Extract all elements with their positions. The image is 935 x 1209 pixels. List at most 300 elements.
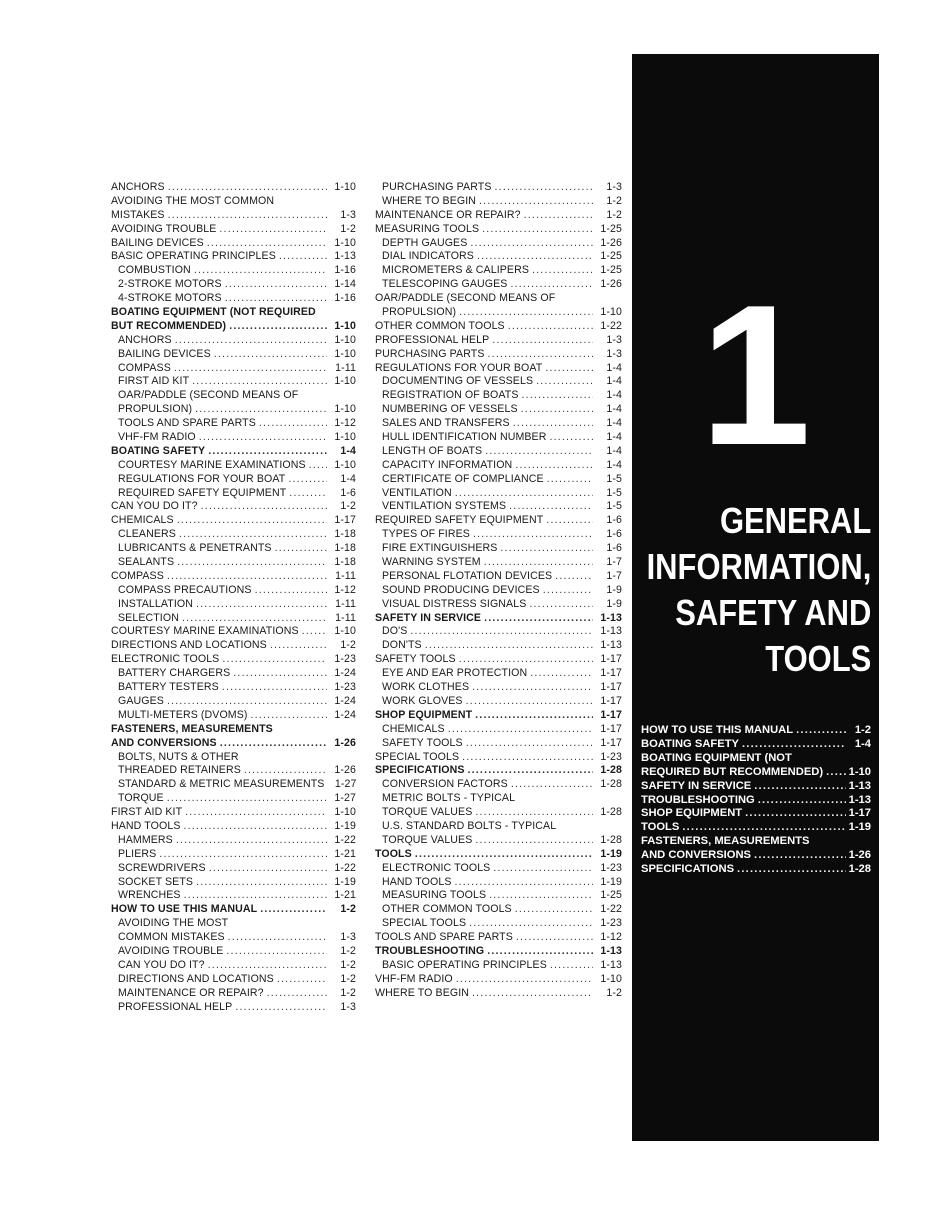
leader-dots	[513, 417, 593, 431]
leader-dots	[515, 903, 593, 917]
index-entry-label: COMPASS	[118, 361, 171, 374]
leader-dots	[267, 987, 327, 1001]
index-entry-label: OTHER COMMON TOOLS	[375, 319, 505, 332]
index-entry	[375, 306, 622, 320]
index-entry-page: 1-22	[600, 319, 622, 332]
index-entry-label: HOW TO USE THIS MANUAL	[641, 724, 794, 737]
index-entry-page: 1-24	[334, 708, 356, 721]
index-entry-label: LENGTH OF BOATS	[382, 444, 483, 457]
index-entry-page: 1-4	[606, 403, 622, 416]
index-entry-label: BOATING SAFETY	[641, 737, 739, 750]
index-entry-label: PROFESSIONAL HELP	[118, 1000, 233, 1013]
index-entry-label: SEALANTS	[118, 556, 175, 569]
index-entry-page: 1-24	[334, 694, 356, 707]
index-entry-page: 1-28	[600, 764, 622, 777]
index-entry	[375, 917, 622, 931]
leader-dots	[475, 806, 593, 820]
index-entry-page: 1-10	[334, 625, 356, 638]
index-entry-label: BASIC OPERATING PRINCIPLES	[111, 250, 276, 263]
index-entry-page: 1-3	[340, 1000, 356, 1013]
index-entry-page: 1-4	[340, 472, 356, 485]
leader-dots	[547, 473, 593, 487]
index-entry-page: 1-7	[606, 569, 622, 582]
index-entry-label: DEPTH GAUGES	[382, 236, 468, 249]
index-entry	[111, 626, 356, 640]
leader-dots	[251, 709, 327, 723]
leader-dots	[487, 945, 593, 959]
index-entry	[111, 389, 356, 403]
index-entry	[111, 737, 356, 751]
index-entry-label: TORQUE VALUES	[382, 806, 473, 819]
index-entry-page: 1-3	[606, 180, 622, 193]
index-entry-page: 1-28	[600, 833, 622, 846]
index-entry-page: 1-13	[600, 625, 622, 638]
leader-dots	[495, 181, 593, 195]
index-entry	[111, 695, 356, 709]
index-entry-label: MULTI-METERS (DVOMS)	[118, 708, 248, 721]
index-entry	[375, 820, 622, 834]
index-entry-label: CAPACITY INFORMATION	[382, 458, 513, 471]
index-entry	[111, 903, 356, 917]
index-entry	[111, 820, 356, 834]
index-entry	[375, 931, 622, 945]
leader-dots	[459, 653, 593, 667]
index-entry-page: 1-2	[606, 986, 622, 999]
index-entry-label: PURCHASING PARTS	[382, 180, 492, 193]
index-column-right	[375, 181, 622, 1001]
leader-dots	[472, 681, 593, 695]
leader-dots	[184, 889, 327, 903]
leader-dots	[521, 403, 593, 417]
leader-dots	[415, 848, 593, 862]
index-entry-label: VISUAL DISTRESS SIGNALS	[382, 597, 527, 610]
index-entry-page: 1-23	[334, 681, 356, 694]
leader-dots	[194, 264, 327, 278]
index-entry-label: COURTESY MARINE EXAMINATIONS	[111, 625, 299, 638]
index-entry-label: WORK CLOTHES	[382, 681, 470, 694]
index-entry-page: 1-22	[334, 861, 356, 874]
index-entry-label: AVOIDING TROUBLE	[118, 944, 224, 957]
index-entry-label: BASIC OPERATING PRINCIPLES	[382, 958, 547, 971]
index-entry-page: 1-3	[606, 333, 622, 346]
index-entry	[375, 862, 622, 876]
leader-dots	[484, 612, 593, 626]
index-entry-label: AND CONVERSIONS	[111, 736, 217, 749]
index-entry-label: REGULATIONS FOR YOUR BOAT	[375, 361, 543, 374]
leader-dots	[469, 917, 593, 931]
index-entry	[111, 556, 356, 570]
index-entry-page: 1-6	[606, 542, 622, 555]
index-entry	[375, 473, 622, 487]
index-entry-page: 1-19	[600, 847, 622, 860]
index-entry-label: WHERE TO BEGIN	[375, 986, 470, 999]
index-entry-page: 1-26	[334, 736, 356, 749]
index-entry-page: 1-28	[600, 778, 622, 791]
leader-dots	[510, 278, 593, 292]
index-entry	[375, 403, 622, 417]
index-entry-page: 1-5	[606, 486, 622, 499]
leader-dots	[260, 903, 327, 917]
index-entry	[375, 584, 622, 598]
leader-dots	[182, 612, 327, 626]
index-entry-label: PERSONAL FLOTATION DEVICES	[382, 569, 553, 582]
leader-dots	[226, 945, 327, 959]
leader-dots	[493, 862, 593, 876]
index-entry-label: MAINTENANCE OR REPAIR?	[375, 208, 521, 221]
leader-dots	[410, 625, 593, 639]
index-entry-page: 1-24	[334, 667, 356, 680]
index-column-left	[111, 181, 356, 1014]
index-entry-label: DON'TS	[382, 639, 422, 652]
index-entry-label: REQUIRED SAFETY EQUIPMENT	[118, 486, 287, 499]
index-entry	[375, 598, 622, 612]
index-entry	[375, 667, 622, 681]
index-entry	[111, 292, 356, 306]
leader-dots	[184, 820, 328, 834]
leader-dots	[477, 250, 593, 264]
leader-dots	[545, 362, 593, 376]
index-entry-page: 1-19	[334, 875, 356, 888]
leader-dots	[167, 792, 327, 806]
index-entry-page: 1-4	[606, 444, 622, 457]
index-entry	[111, 848, 356, 862]
index-entry	[375, 389, 622, 403]
index-entry	[375, 709, 622, 723]
leader-dots	[208, 959, 327, 973]
index-entry-label: SHOP EQUIPMENT	[641, 807, 743, 820]
index-entry-page: 1-10	[334, 431, 356, 444]
leader-dots	[475, 709, 593, 723]
index-entry-label: TORQUE	[118, 792, 164, 805]
index-entry-label: PROPULSION)	[118, 403, 193, 416]
index-entry-page: 1-3	[340, 208, 356, 221]
leader-dots	[168, 181, 327, 195]
leader-dots	[277, 973, 327, 987]
leader-dots	[279, 250, 327, 264]
index-entry	[111, 334, 356, 348]
index-entry-label: ELECTRONIC TOOLS	[111, 653, 220, 666]
index-entry	[375, 903, 622, 917]
index-entry	[111, 264, 356, 278]
index-entry-label: NUMBERING OF VESSELS	[382, 403, 518, 416]
index-entry-label: SAFETY TOOLS	[382, 736, 463, 749]
index-entry	[111, 723, 356, 737]
leader-dots	[229, 320, 327, 334]
index-entry-page: 1-22	[600, 903, 622, 916]
leader-dots	[177, 556, 327, 570]
index-entry-label: CONVERSION FACTORS	[382, 778, 508, 791]
index-entry-page: 1-16	[334, 292, 356, 305]
leader-dots	[207, 237, 327, 251]
leader-dots	[192, 375, 327, 389]
leader-dots	[225, 278, 327, 292]
index-entry-label: WORK GLOVES	[382, 694, 463, 707]
index-entry-page: 1-26	[334, 764, 356, 777]
index-entry-page: 1-9	[606, 597, 622, 610]
index-entry-page: 1-4	[606, 361, 622, 374]
index-entry	[375, 556, 622, 570]
index-entry-label: MICROMETERS & CALIPERS	[382, 264, 530, 277]
leader-dots	[473, 528, 593, 542]
index-entry-label: TROUBLESHOOTING	[375, 944, 485, 957]
index-entry-page: 1-11	[335, 597, 356, 610]
leader-dots	[466, 695, 593, 709]
index-entry-label: THREADED RETAINERS	[118, 764, 241, 777]
index-entry-label: CAN YOU DO IT?	[118, 958, 205, 971]
index-entry-page: 1-5	[606, 472, 622, 485]
leader-dots	[309, 459, 327, 473]
index-entry-label: MEASURING TOOLS	[382, 889, 487, 902]
index-entry-page: 1-21	[334, 847, 356, 860]
leader-dots	[511, 778, 593, 792]
index-entry-page: 1-4	[606, 431, 622, 444]
index-entry-label: VHF-FM RADIO	[375, 972, 453, 985]
index-entry-page: 1-25	[600, 889, 622, 902]
index-entry-label: BOATING EQUIPMENT (NOT REQUIRED	[111, 306, 316, 318]
index-entry	[111, 598, 356, 612]
leader-dots	[529, 598, 593, 612]
index-entry-page: 1-3	[606, 347, 622, 360]
index-entry-label: SHOP EQUIPMENT	[375, 708, 473, 721]
index-entry-label: REQUIRED SAFETY EQUIPMENT	[375, 514, 544, 527]
leader-dots	[222, 653, 327, 667]
leader-dots	[530, 667, 593, 681]
index-entry-page: 1-12	[334, 417, 356, 430]
index-entry-page: 1-19	[334, 819, 356, 832]
leader-dots	[270, 639, 327, 653]
index-entry-page: 1-2	[606, 208, 622, 221]
index-entry-label: BUT RECOMMENDED)	[111, 319, 227, 332]
index-entry-label: TOOLS	[375, 847, 412, 860]
index-entry-page: 1-5	[606, 500, 622, 513]
leader-dots	[455, 876, 594, 890]
index-entry-label: STANDARD & METRIC MEASUREMENTS	[118, 778, 325, 791]
index-entry-label: PLIERS	[118, 847, 157, 860]
index-entry-page: 1-10	[334, 403, 356, 416]
index-entry-page: 1-26	[848, 849, 871, 862]
leader-dots	[475, 834, 593, 848]
leader-dots	[167, 570, 327, 584]
leader-dots	[488, 348, 593, 362]
leader-dots	[289, 487, 327, 501]
index-entry-page: 1-17	[334, 514, 356, 527]
index-entry	[375, 876, 622, 890]
index-entry-page: 1-2	[340, 972, 356, 985]
chapter-title-line: GENERAL	[719, 500, 871, 541]
index-entry	[111, 362, 356, 376]
index-entry-label: TELESCOPING GAUGES	[382, 278, 508, 291]
index-entry-page: 1-10	[334, 180, 356, 193]
index-entry-label: SELECTION	[118, 611, 179, 624]
leader-dots	[492, 334, 593, 348]
index-entry	[111, 792, 356, 806]
index-entry	[375, 237, 622, 251]
index-entry-label: SAFETY IN SERVICE	[375, 611, 482, 624]
leader-dots	[196, 876, 327, 890]
index-entry-page: 1-10	[334, 375, 356, 388]
leader-dots	[168, 209, 327, 223]
leader-dots	[174, 362, 327, 376]
index-entry	[111, 876, 356, 890]
leader-dots	[489, 889, 593, 903]
index-entry-label: FASTENERS, MEASUREMENTS	[641, 835, 810, 848]
index-entry-page: 1-21	[334, 889, 356, 902]
index-entry	[375, 292, 622, 306]
index-entry	[375, 792, 622, 806]
index-entry	[111, 1001, 356, 1015]
index-entry-label: HOW TO USE THIS MANUAL	[111, 903, 258, 916]
index-entry-page: 1-17	[600, 681, 622, 694]
index-entry-label: COMBUSTION	[118, 264, 191, 277]
index-entry	[111, 959, 356, 973]
index-entry	[375, 959, 622, 973]
index-entry-label: VENTILATION SYSTEMS	[382, 500, 507, 513]
leader-dots	[448, 723, 593, 737]
leader-dots	[175, 334, 327, 348]
index-entry	[375, 848, 622, 862]
leader-dots	[201, 500, 327, 514]
leader-dots	[462, 751, 593, 765]
index-entry	[375, 542, 622, 556]
leader-dots	[466, 737, 593, 751]
leader-dots	[479, 195, 593, 209]
index-entry	[375, 362, 622, 376]
index-entry-page: 1-27	[334, 778, 357, 791]
index-entry-page: 1-13	[600, 958, 622, 971]
index-entry-page: 1-10	[334, 806, 356, 819]
index-entry-page: 1-10	[848, 765, 871, 778]
leader-dots	[555, 570, 593, 584]
index-entry	[375, 681, 622, 695]
index-entry-label: U.S. STANDARD BOLTS - TYPICAL	[382, 819, 557, 832]
leader-dots	[515, 459, 593, 473]
index-entry	[111, 806, 356, 820]
leader-dots	[179, 528, 327, 542]
index-entry-page: 1-10	[334, 319, 356, 332]
index-entry-label: HAND TOOLS	[111, 819, 181, 832]
index-entry	[375, 695, 622, 709]
index-entry	[111, 987, 356, 1001]
index-entry	[111, 181, 356, 195]
index-entry-page: 1-2	[340, 986, 356, 999]
leader-dots	[222, 681, 327, 695]
index-entry-page: 1-26	[600, 278, 622, 291]
index-entry-page: 1-10	[334, 333, 356, 346]
leader-dots	[220, 737, 327, 751]
index-entry-page: 1-10	[600, 306, 622, 318]
leader-dots	[195, 403, 327, 417]
chapter-number: 1	[699, 264, 812, 487]
index-entry	[111, 375, 356, 389]
leader-dots	[482, 223, 593, 237]
index-entry	[375, 945, 622, 959]
index-entry-label: CERTIFICATE OF COMPLIANCE	[382, 472, 544, 485]
index-entry	[111, 917, 356, 931]
index-entry-label: METRIC BOLTS - TYPICAL	[382, 792, 516, 805]
index-entry	[111, 639, 356, 653]
index-entry-page: 1-12	[334, 583, 356, 596]
index-entry-page: 1-19	[600, 875, 622, 888]
index-entry-label: REGULATIONS FOR YOUR BOAT	[118, 472, 286, 485]
index-entry-label: SOUND PRODUCING DEVICES	[382, 583, 540, 596]
index-entry	[111, 973, 356, 987]
leader-dots	[199, 431, 327, 445]
index-entry	[111, 306, 356, 320]
leader-dots	[196, 598, 327, 612]
index-entry-label: TORQUE VALUES	[382, 833, 473, 846]
leader-dots	[302, 625, 327, 639]
index-entry-label: REGISTRATION OF BOATS	[382, 389, 519, 402]
index-entry	[375, 570, 622, 584]
leader-dots	[536, 375, 593, 389]
index-entry	[375, 487, 622, 501]
index-entry	[375, 764, 622, 778]
leader-dots	[532, 264, 593, 278]
index-entry	[111, 834, 356, 848]
index-entry-page: 1-4	[340, 444, 356, 457]
index-entry	[375, 417, 622, 431]
index-entry-label: 4-STROKE MOTORS	[118, 292, 222, 305]
index-entry	[375, 445, 622, 459]
index-entry-page: 1-23	[600, 917, 622, 930]
index-entry-label: TOOLS AND SPARE PARTS	[118, 417, 256, 430]
index-entry	[375, 737, 622, 751]
index-entry-page: 1-2	[340, 958, 356, 971]
index-entry-label: BAILING DEVICES	[118, 347, 211, 360]
index-entry-page: 1-4	[606, 375, 622, 388]
index-entry-page: 1-17	[600, 722, 622, 735]
index-entry	[375, 223, 622, 237]
index-entry-page: 1-13	[848, 793, 871, 806]
index-entry-page: 1-13	[600, 944, 622, 957]
index-entry-label: LUBRICANTS & PENETRANTS	[118, 542, 272, 555]
leader-dots	[209, 862, 327, 876]
index-entry-label: AVOIDING THE MOST	[118, 917, 229, 930]
index-entry	[375, 195, 622, 209]
leader-dots	[176, 834, 327, 848]
index-entry-page: 1-4	[606, 417, 622, 430]
index-entry	[111, 528, 356, 542]
index-entry-label: CAN YOU DO IT?	[111, 500, 198, 513]
index-entry	[111, 403, 356, 417]
index-entry	[111, 612, 356, 626]
index-entry	[375, 778, 622, 792]
index-entry	[375, 612, 622, 626]
leader-dots	[455, 487, 593, 501]
index-entry	[375, 181, 622, 195]
index-entry-label: OAR/PADDLE (SECOND MEANS OF	[118, 389, 299, 402]
index-entry	[111, 459, 356, 473]
index-entry-label: BOLTS, NUTS & OTHER	[118, 750, 239, 763]
index-entry-page: 1-13	[600, 639, 622, 652]
index-entry-label: MISTAKES	[111, 208, 165, 221]
index-entry	[375, 528, 622, 542]
leader-dots	[177, 514, 327, 528]
index-entry-label: SAFETY TOOLS	[375, 653, 456, 666]
index-entry-label: MAINTENANCE OR REPAIR?	[118, 986, 264, 999]
index-entry-label: TOOLS	[641, 821, 680, 834]
index-entry-page: 1-10	[334, 347, 356, 360]
index-entry	[375, 459, 622, 473]
index-entry	[111, 889, 356, 903]
leader-dots	[235, 1001, 327, 1015]
index-entry-page: 1-4	[606, 458, 622, 471]
index-entry-page: 1-2	[340, 500, 356, 513]
index-entry	[375, 653, 622, 667]
index-entry-page: 1-2	[340, 222, 356, 235]
index-entry-label: HAMMERS	[118, 833, 173, 846]
index-entry-page: 1-27	[334, 792, 356, 805]
